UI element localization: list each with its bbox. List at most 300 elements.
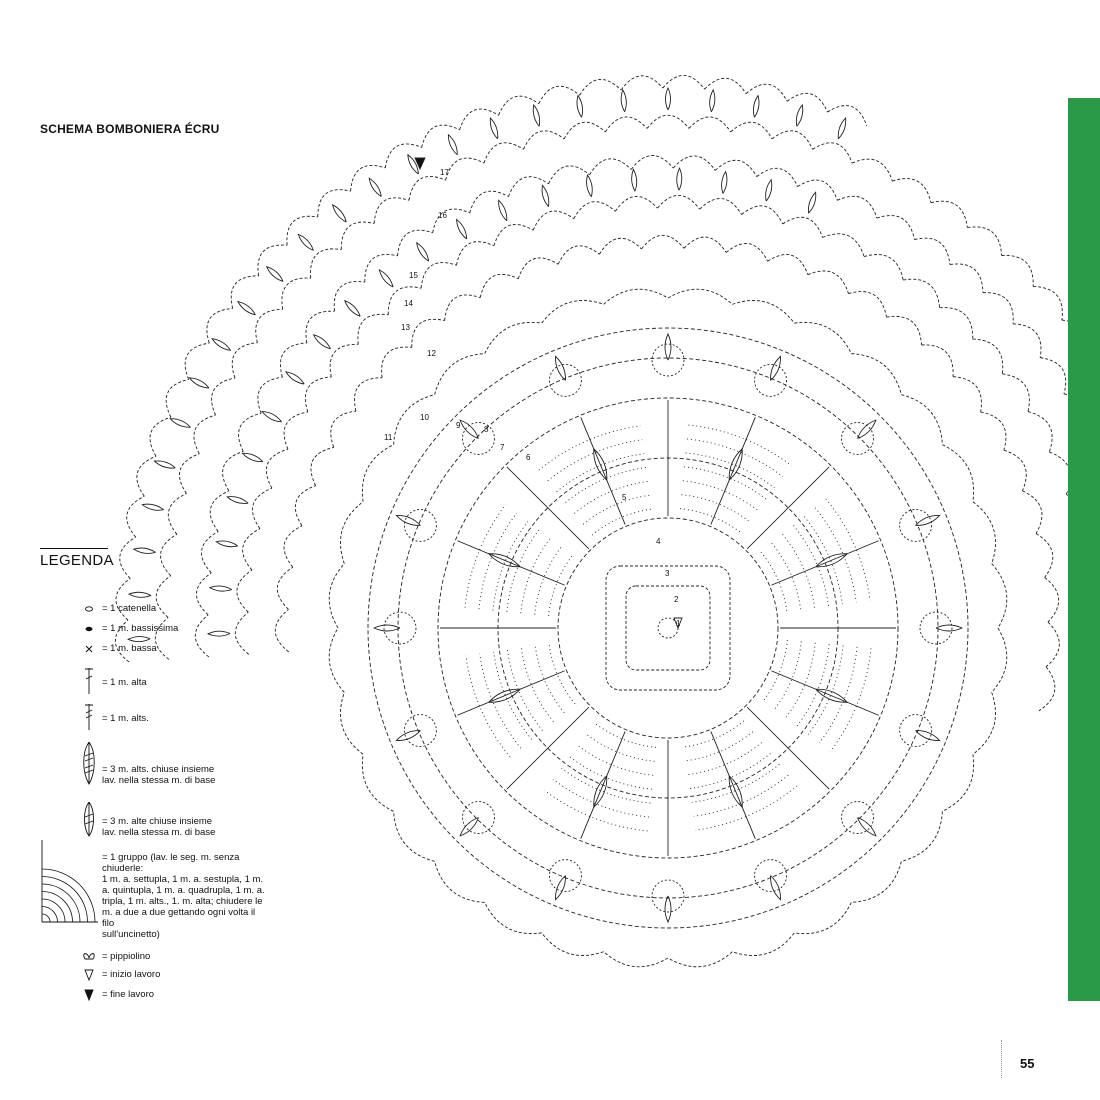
fan-group [690,753,771,788]
wedge-arch [243,529,260,570]
wedge-arch [280,343,306,377]
outer-scallop [329,628,344,692]
slip-stitch-dot-icon [78,622,100,638]
round-number-label: 17 [440,168,449,177]
spoke [771,541,878,585]
shell-petal [665,896,671,922]
wedge-arch [223,451,244,491]
wedge-cluster [796,105,802,126]
wedge-arch [705,78,747,93]
wedge-arch [564,122,605,139]
wedge-arch [120,537,136,578]
round-number-label: 10 [420,413,429,422]
outer-scallop [340,502,363,564]
fan-group [578,746,653,775]
wedge-cluster [499,200,507,220]
wedge-arch [518,258,558,279]
end-triangle-icon [415,158,425,169]
fan-group [761,552,787,612]
wedge-arch [757,168,798,186]
round-number-label: 8 [484,425,489,434]
double-cluster-icon [78,802,100,838]
spoke [507,707,589,789]
wedge-arch [354,378,382,411]
fan-group [507,530,539,612]
shell-petal [374,625,400,631]
top-arch [940,308,973,340]
wedge-arch [179,454,199,494]
inner-square [626,586,710,670]
wedge-arch [768,254,808,274]
wedge-cluster [448,135,457,155]
outer-scallop [394,811,435,861]
top-arch [1036,533,1053,577]
round-number-label: 14 [404,299,413,308]
outer-scallop [604,289,668,304]
wedge-cluster [170,419,190,428]
wedge-arch [351,165,386,191]
wedge-arch [365,254,398,282]
outer-scallop [794,902,851,933]
page-number: 55 [1020,1056,1035,1071]
legend-item-catenella [78,602,268,618]
wedge-arch [621,76,663,90]
outer-scallop [485,902,542,933]
wedge-arch [539,86,580,103]
outer-scallop [851,861,901,902]
wedge-cluster [417,243,429,261]
spoke [581,731,625,838]
section-color-bar [1068,98,1100,1001]
wedge-arch [331,411,356,447]
wedge-arch [231,276,258,309]
fan-group [592,509,652,535]
wedge-arch [330,344,358,377]
wedge-arch [311,447,334,485]
shell-petal [396,731,420,741]
wedge-arch [523,131,564,150]
outer-scallop [329,564,344,628]
start-triangle-icon [78,968,100,984]
single-crochet-x-icon [78,642,100,658]
top-arch [914,238,949,264]
round-number-label: 3 [665,569,670,578]
top-arch [848,292,886,318]
center-square [606,566,730,690]
outer-scallop [942,445,973,502]
legend-item-text: = fine lavoro [102,989,155,1000]
shell-petal [460,818,478,836]
fan-group [549,644,575,704]
outer-scallop [732,300,794,323]
wedge-arch [446,158,484,180]
legend-item-gruppo [78,852,268,940]
fan-group [507,650,542,731]
wedge-arch [558,246,599,264]
fan-group [549,555,573,616]
outer-scallop [362,445,393,502]
wedge-cluster [666,88,671,110]
wedge-arch [549,166,590,184]
wedge-arch [185,343,209,379]
wedge-arch [287,216,318,245]
wedge-arch [631,156,673,170]
wedge-cluster [542,185,549,206]
wedge-cluster [587,175,593,197]
double-crochet-icon [78,668,100,696]
round-number-label: 1 [676,619,681,628]
picot-icon [78,950,100,966]
spoke [771,671,878,715]
fan-group [764,640,788,701]
wedge-arch [574,202,616,219]
fan-group [595,724,656,748]
wedge-arch [605,117,647,132]
wedge-arch [334,282,365,312]
wedge-arch [137,456,156,496]
outer-scallop [732,933,794,956]
outer-scallop [604,952,668,967]
wedge-cluster [379,270,393,287]
top-arch [1002,374,1029,412]
wedge-arch [827,106,866,126]
legend-item-text: = 1 m. alta [102,676,147,688]
wedge-arch [382,347,412,378]
round-number-label: 2 [674,595,679,604]
top-arch [1002,255,1034,286]
wedge-arch [212,378,235,415]
shell-petal [396,515,420,525]
wedge-cluster [216,541,238,547]
round-number-label: 16 [438,211,447,220]
legend-item-text: = 1 m. bassa [102,643,157,654]
outer-scallop [435,861,485,902]
legend-item-text: = 1 m. alts. [102,712,149,724]
wedge-arch [647,115,689,128]
wedge-cluster [345,301,360,317]
outer-scallop [542,933,604,956]
wedge-arch [282,278,311,309]
wedge-cluster [753,96,759,118]
wedge-arch [374,198,409,224]
fan-group [465,505,506,608]
outer-scallop [542,300,604,323]
top-arch [931,201,968,227]
wedge-arch [284,412,308,449]
top-arch [1004,450,1026,491]
wedge-arch [657,195,699,209]
wedge-arch [813,143,853,163]
wedge-arch [783,217,823,237]
wedge-arch [311,249,342,278]
wedge-arch [127,496,145,537]
wedge-arch [253,488,272,528]
wedge-arch [494,224,533,245]
round-number-label: 5 [622,493,627,502]
wedge-cluster [314,335,331,349]
wedge-cluster [286,372,304,384]
wedge-arch [499,96,539,115]
wedge-arch [746,84,787,101]
shell-petal [916,515,940,525]
wedge-arch [150,417,171,456]
end-triangle-icon [78,988,100,1004]
wedge-arch [470,191,509,213]
wedge-cluster [369,178,381,196]
outer-scallop [901,395,942,445]
wedge-arch [295,486,315,526]
outer-scallop [794,322,851,353]
outer-scallop [973,502,996,564]
wedge-arch [599,238,641,254]
fan-group [688,425,791,466]
fan-group [786,643,815,718]
legend-item-alte-cluster [78,802,268,838]
top-arch [950,264,983,293]
shell-petal [771,876,781,900]
wedge-arch [232,343,257,378]
fan-group [684,721,744,747]
outer-scallop [992,628,1007,692]
top-arch [1028,412,1052,452]
legend-item-inizio [78,968,268,984]
wedge-cluster [210,586,232,591]
shell-petal [555,356,565,380]
wedge-arch [266,449,288,488]
wedge-cluster [710,90,715,112]
chain-round-0 [558,518,778,738]
legend-item-bassissima [78,622,268,638]
top-arch [973,339,1003,374]
top-arch [837,196,876,218]
top-arch [981,412,1006,450]
wedge-arch [484,143,524,163]
wedge-arch [207,308,233,343]
top-arch [922,345,954,377]
round-number-label: 15 [409,271,418,280]
wedge-cluster [808,192,815,213]
outer-scallop [973,692,996,754]
wedge-arch [258,245,287,276]
wedge-cluster [134,548,156,553]
wedge-cluster [212,339,231,351]
wedge-arch [210,491,229,532]
wedge-cluster [722,172,727,194]
legend-item-pippiolino [78,950,268,966]
top-arch [1022,491,1042,534]
wedge-arch [284,526,302,567]
wedge-arch [731,122,772,139]
wedge-cluster [533,105,539,126]
legend-item-text: = 1 gruppo (lav. le seg. m. senza chiuderle: 1 m. a. settupla, 1 m. a. sestupla, 1 m. a. quintupla, 1 m. a. quadrupla, 1 m. a. tripla, 1 m. alts., 1. m. alta; chiudere le m. a due a due gettando ogni volta il filo sull'uncinetto) [102,852,265,940]
fan-group [683,481,758,510]
legend-item-text: = pippiolino [102,951,151,962]
top-arch [983,293,1013,324]
wedge-arch [715,160,757,176]
shell-petal [555,876,565,900]
wedge-cluster [766,180,772,201]
wedge-arch [398,230,433,256]
fan-group [521,538,550,613]
wedge-arch [275,609,288,651]
wedge-cluster [262,411,281,421]
wedge-arch [480,274,518,297]
spoke [747,707,829,789]
outer-scallop [668,952,732,967]
round-number-label: 9 [456,421,461,430]
wedge-cluster [227,497,248,504]
wedge-arch [305,377,331,412]
fan-group [545,790,648,831]
wedge-arch [341,222,374,249]
shell-petal [858,818,876,836]
top-arch [877,216,915,240]
outer-scallop [668,289,732,304]
spoke [457,671,564,715]
shell-petal [936,625,962,631]
wedge-arch [684,237,726,252]
wedge-cluster [154,461,175,468]
wedge-arch [256,309,283,342]
wedge-arch [460,109,499,130]
wedge-cluster [242,453,262,461]
round-number-label: 12 [427,349,436,358]
shell-petal [665,334,671,360]
legend-item-alta [78,668,268,696]
wedge-cluster [621,90,626,112]
fan-group [684,467,766,499]
wedge-arch [689,117,731,132]
top-arch [903,279,939,307]
top-arch [823,234,864,257]
wedge-cluster [577,96,583,118]
wedge-arch [590,159,632,175]
legend-item-text: = 1 m. bassissima [102,623,179,634]
top-arch [864,254,903,280]
wedge-arch [421,263,456,289]
wedge-arch [726,244,767,262]
wedge-cluster [838,118,845,139]
wedge-arch [194,415,216,454]
top-arch [967,227,1001,256]
legend-item-alts-cluster [78,742,268,786]
legend-heading: LEGENDA [40,552,114,569]
fan-group [830,648,871,751]
wedge-arch [422,125,460,147]
top-arch [852,159,892,181]
outer-scallop [992,564,1007,628]
wedge-cluster [298,234,313,250]
top-arch [1033,286,1062,320]
shell-petal [771,356,781,380]
wedge-arch [580,79,621,95]
legend-rule [40,548,108,549]
wedge-cluster [189,378,208,388]
round-number-label: 11 [384,433,393,442]
outer-scallop [942,754,973,811]
fan-group [680,509,741,533]
wedge-arch [258,377,283,413]
fan-group [565,467,646,502]
wedge-arch [787,93,827,112]
spoke [507,467,589,549]
wedge-arch [277,567,293,609]
fan-group [797,644,829,726]
top-arch [1045,577,1059,622]
legend-item-text: = 3 m. alte chiuse insieme lav. nella stessa m. di base [102,816,216,838]
legend-item-text: = 3 m. alts. chiuse insieme lav. nella stessa m. di base [102,764,216,786]
spoke [711,731,755,838]
round-number-label: 6 [526,453,531,462]
outer-scallop [485,322,542,353]
fan-group [793,525,828,606]
top-arch [892,179,931,203]
wedge-arch [615,196,657,211]
legend-item-bassa [78,642,268,658]
wedge-cluster [142,504,163,510]
outer-scallop [901,811,942,861]
wedge-cluster [267,267,283,282]
legend-item-alts [78,704,268,732]
legend-item-text: = 1 catenella [102,603,157,614]
spoke [457,541,564,585]
wedge-arch [798,180,838,200]
spoke [711,417,755,524]
top-arch [887,316,922,345]
top-arch [1046,622,1059,667]
wedge-arch [412,319,445,347]
wedge-arch [318,190,351,217]
top-arch [1013,324,1041,358]
wedge-arch [239,413,262,451]
top-arch [1040,358,1066,394]
wedge-arch [201,532,218,573]
wedge-arch [306,311,334,343]
wedge-cluster [632,169,637,191]
outer-scallop [851,354,901,395]
page-number-divider [1001,1040,1002,1078]
legend-item-text: = inizio lavoro [102,969,161,980]
chain-oval-icon [78,602,100,618]
wedge-arch [358,314,388,344]
shell-petal [916,731,940,741]
treble-cluster-icon [78,742,100,786]
wedge-cluster [129,592,151,597]
wedge-arch [742,206,783,224]
wedge-cluster [333,205,347,222]
wedge-arch [168,494,186,535]
spoke [581,417,625,524]
outer-scallop [362,754,393,811]
wedge-cluster [490,118,497,139]
legend-item-fine [78,988,268,1004]
round-number-label: 13 [401,323,410,332]
wedge-arch [409,176,446,200]
fan-group [570,757,652,789]
wedge-arch [161,534,177,575]
top-arch [808,271,849,294]
wedge-arch [533,211,574,230]
wedge-arch [663,75,705,89]
wedge-arch [700,199,742,215]
wedge-arch [772,131,813,150]
wedge-cluster [457,219,467,239]
wedge-arch [456,242,493,265]
round-number-label: 7 [500,443,505,452]
top-arch [953,377,981,412]
outer-scallop [340,692,363,754]
wedge-arch [641,235,683,249]
